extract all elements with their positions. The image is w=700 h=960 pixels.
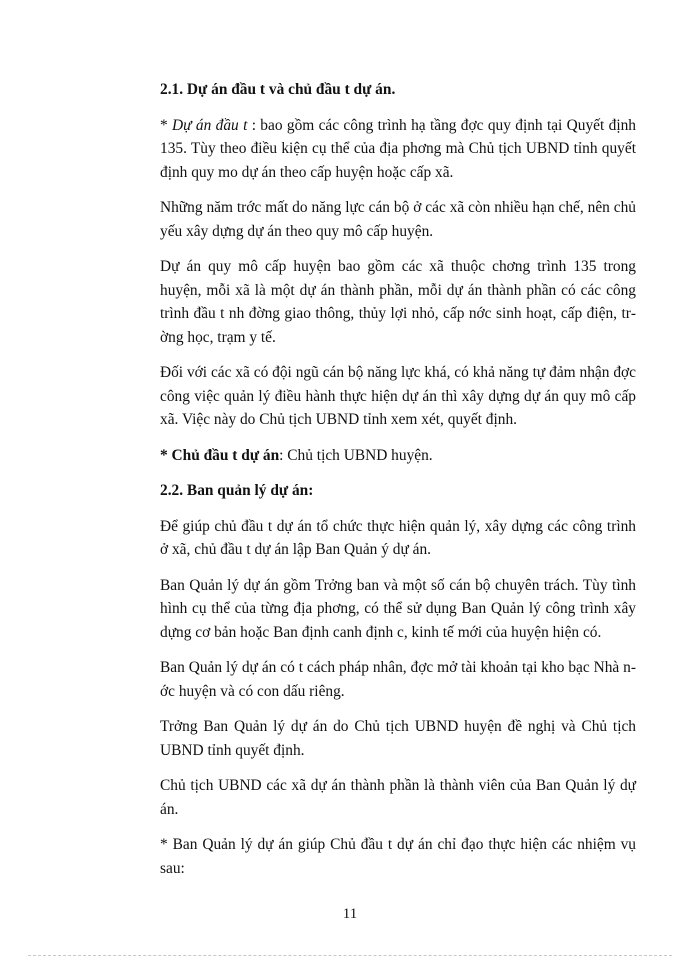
document-body [160,78,636,892]
paragraph-board-purpose: Để giúp chủ đầu t dự án tổ chức thực hiện quản lý, xây dựng các công trình ở xã, chủ đầu t dự án lập Ban Quản ý dự án. [160,517,636,558]
paragraph-investor [160,444,636,468]
paragraph-commune-chairs: Chủ tịch UBND các xã dự án thành phần là thành viên của Ban Quản lý dự án. [160,777,636,818]
paragraph-past-years: Những năm trớc mất do năng lực cán bộ ở các xã còn nhiều hạn chế, nên chủ yếu xây dựng dự án theo quy mô cấp huyện. [160,199,636,240]
paragraph-commune-scale: Đối với các xã có đội ngũ cán bộ năng lực khá, có khả năng tự đảm nhận đợc công việc quản lý điều hành thực hiện dự án thì xây dựng dự án quy mô cấp xã. Việc này do Chủ tịch UBND tỉnh xem xét, quyết định. [160,364,636,428]
project-definition-text: : bao gồm các công trình hạ tầng đợc quy định tại Quyết định 135. Tùy theo điều kiện cụ thể của địa phơng mà Chủ tịch UBND tỉnh quyết định quy mo dự án theo cấp huyện hoặc cấp xã. [160,116,636,181]
investor-term: * Chủ đầu t dự án [160,446,280,464]
footer-divider [28,955,672,956]
paragraph-project-definition [160,114,636,185]
section-heading-2-2: 2.2. Ban quản lý dự án: [160,482,314,499]
paragraph-board-members: Ban Quản lý dự án gồm Trởng ban và một số cán bộ chuyên trách. Tùy tình hình cụ thể của từng địa phơng, có thể sử dụng Ban Quản lý công trình xây dựng cơ bản hoặc Ban định canh định c, kinh tế mới của huyện hiện có. [160,576,636,641]
bullet-marker: * [160,116,173,134]
investor-text: : Chủ tịch UBND huyện. [279,446,433,464]
section-heading-2-1: 2.1. Dự án đầu t và chủ đầu t dự án. [160,81,396,98]
page-number: 11 [342,906,358,922]
paragraph-board-tasks: * Ban Quản lý dự án giúp Chủ đầu t dự án chỉ đạo thực hiện các nhiệm vụ sau: [160,836,636,877]
paragraph-board-head: Trởng Ban Quản lý dự án do Chủ tịch UBND huyện đề nghị và Chủ tịch UBND tỉnh quyết định. [160,718,636,759]
project-term: Dự án đầu t [172,116,248,134]
paragraph-district-scale: Dự án quy mô cấp huyện bao gồm các xã thuộc chơng trình 135 trong huyện, mỗi xã là một dự án thành phần, mỗi dự án thành phần có các công trình đầu t nh đờng giao thông, thủy lợi nhỏ, cấp nớc sinh hoạt, cấp điện, trờng học, trạm y tế. [160,258,636,346]
paragraph-board-legal-status: Ban Quản lý dự án có t cách pháp nhân, đợc mở tài khoản tại kho bạc Nhà nớc huyện và có con dấu riêng. [160,659,636,700]
